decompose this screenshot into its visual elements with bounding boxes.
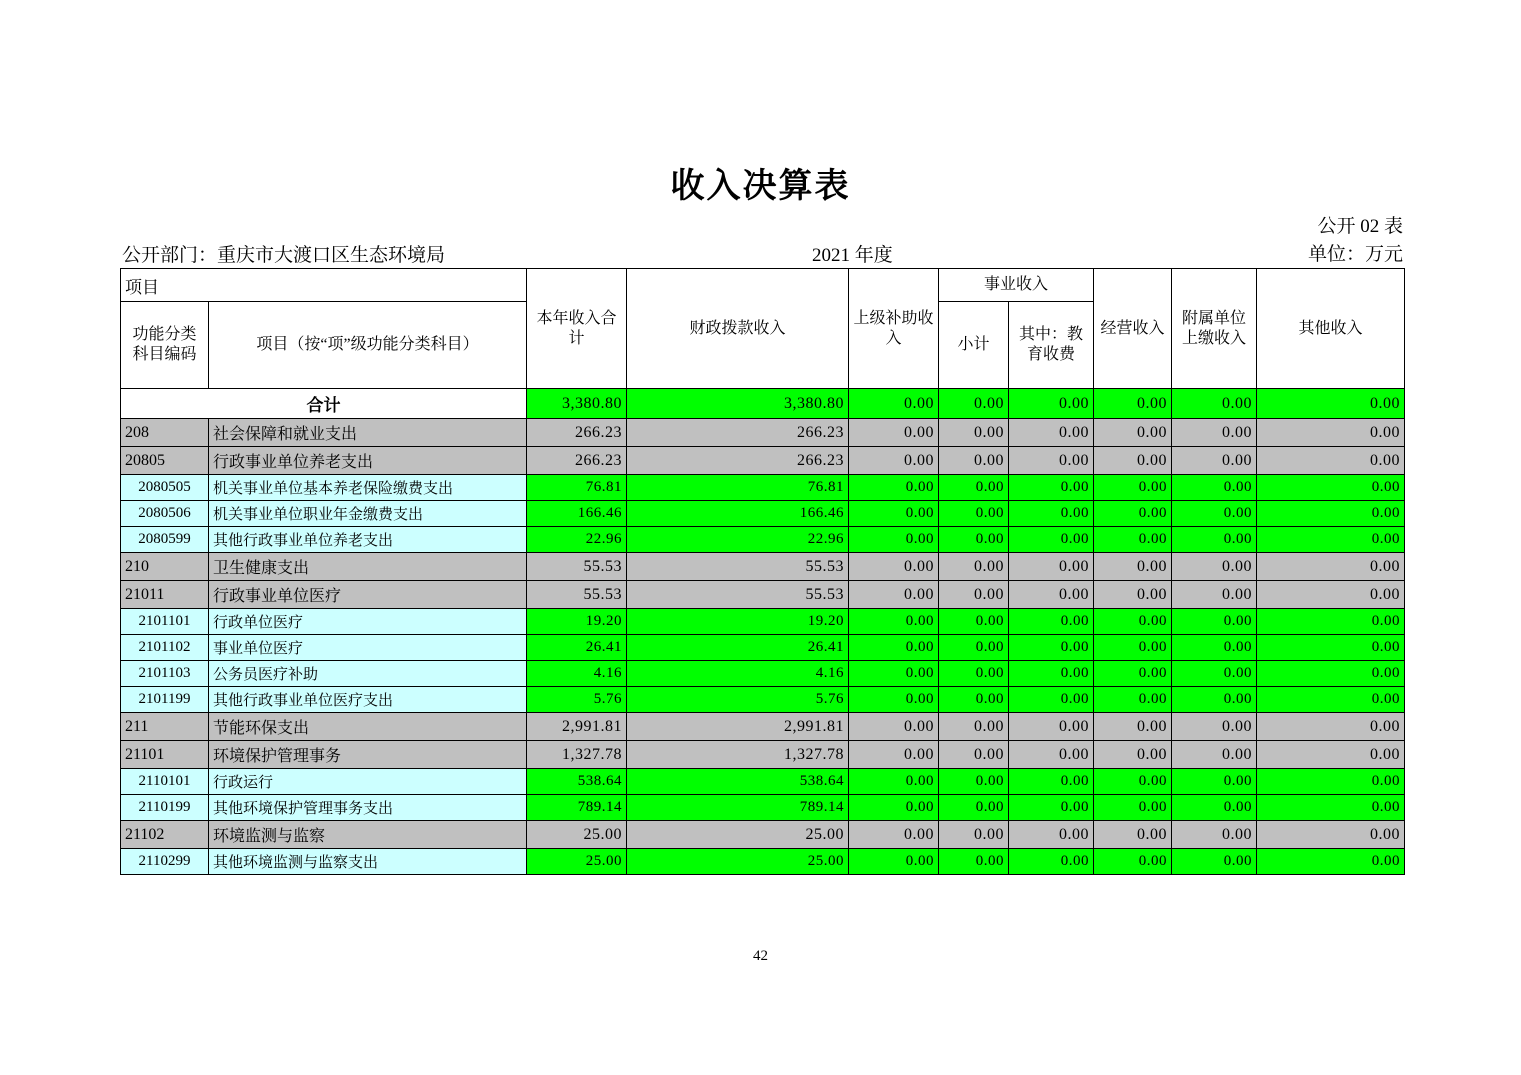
header-col-affiliated-units-payment: 附属单位上缴收入 — [1172, 269, 1257, 389]
row-value-5: 0.00 — [1094, 581, 1172, 609]
row-value-4: 0.00 — [1009, 475, 1094, 501]
row-value-1: 76.81 — [627, 475, 849, 501]
row-value-6: 0.00 — [1172, 581, 1257, 609]
row-value-1: 22.96 — [627, 527, 849, 553]
row-value-2: 0.00 — [849, 821, 939, 849]
row-project-name: 其他行政事业单位医疗支出 — [209, 687, 527, 713]
row-value-2: 0.00 — [849, 741, 939, 769]
row-value-1: 266.23 — [627, 419, 849, 447]
row-value-0: 22.96 — [527, 527, 627, 553]
row-value-3: 0.00 — [939, 687, 1009, 713]
row-value-1: 2,991.81 — [627, 713, 849, 741]
row-project-name: 行政事业单位医疗 — [209, 581, 527, 609]
row-value-3: 0.00 — [939, 635, 1009, 661]
row-value-4: 0.00 — [1009, 821, 1094, 849]
row-value-0: 5.76 — [527, 687, 627, 713]
row-value-1: 25.00 — [627, 849, 849, 875]
row-value-2: 0.00 — [849, 661, 939, 687]
row-value-1: 166.46 — [627, 501, 849, 527]
row-function-code: 2101199 — [121, 687, 209, 713]
header-col-other-income: 其他收入 — [1257, 269, 1405, 389]
header-col-business-income: 事业收入 — [939, 269, 1094, 302]
row-function-code: 211 — [121, 713, 209, 741]
row-value-5: 0.00 — [1094, 769, 1172, 795]
row-value-4: 0.00 — [1009, 581, 1094, 609]
row-value-3: 0.00 — [939, 741, 1009, 769]
row-project-name: 行政事业单位养老支出 — [209, 447, 527, 475]
row-value-0: 19.20 — [527, 609, 627, 635]
table-row — [121, 389, 1405, 419]
row-value-2: 0.00 — [849, 609, 939, 635]
row-value-6: 0.00 — [1172, 447, 1257, 475]
table-row — [121, 419, 1405, 447]
row-value-3: 0.00 — [939, 389, 1009, 419]
row-value-4: 0.00 — [1009, 795, 1094, 821]
row-function-code: 2110101 — [121, 769, 209, 795]
subheader-line — [122, 240, 1404, 267]
row-value-0: 3,380.80 — [527, 389, 627, 419]
row-value-6: 0.00 — [1172, 741, 1257, 769]
row-function-code: 2101103 — [121, 661, 209, 687]
row-value-7: 0.00 — [1257, 609, 1405, 635]
row-value-6: 0.00 — [1172, 553, 1257, 581]
row-value-0: 266.23 — [527, 419, 627, 447]
row-project-name: 其他环境监测与监察支出 — [209, 849, 527, 875]
row-value-7: 0.00 — [1257, 795, 1405, 821]
row-value-3: 0.00 — [939, 447, 1009, 475]
row-value-6: 0.00 — [1172, 849, 1257, 875]
row-value-0: 166.46 — [527, 501, 627, 527]
row-value-4: 0.00 — [1009, 419, 1094, 447]
header-col-project-name: 项目（按“项”级功能分类科目） — [209, 302, 527, 389]
row-project-name: 行政运行 — [209, 769, 527, 795]
row-value-6: 0.00 — [1172, 609, 1257, 635]
row-value-5: 0.00 — [1094, 609, 1172, 635]
row-value-1: 1,327.78 — [627, 741, 849, 769]
row-value-7: 0.00 — [1257, 741, 1405, 769]
row-value-1: 538.64 — [627, 769, 849, 795]
row-value-7: 0.00 — [1257, 419, 1405, 447]
row-value-7: 0.00 — [1257, 713, 1405, 741]
table-row — [121, 821, 1405, 849]
row-value-6: 0.00 — [1172, 419, 1257, 447]
row-value-2: 0.00 — [849, 769, 939, 795]
row-value-3: 0.00 — [939, 609, 1009, 635]
table-row — [121, 795, 1405, 821]
row-value-6: 0.00 — [1172, 501, 1257, 527]
row-function-code: 21102 — [121, 821, 209, 849]
header-project-group: 项目 — [121, 269, 527, 302]
row-value-4: 0.00 — [1009, 527, 1094, 553]
row-value-1: 5.76 — [627, 687, 849, 713]
row-value-2: 0.00 — [849, 795, 939, 821]
row-value-6: 0.00 — [1172, 769, 1257, 795]
row-value-3: 0.00 — [939, 527, 1009, 553]
row-value-7: 0.00 — [1257, 821, 1405, 849]
row-value-0: 55.53 — [527, 581, 627, 609]
row-function-code: 20805 — [121, 447, 209, 475]
row-value-3: 0.00 — [939, 821, 1009, 849]
table-header-row-1 — [121, 269, 1405, 302]
table-row — [121, 475, 1405, 501]
row-function-code: 2080506 — [121, 501, 209, 527]
header-col-function-code: 功能分类科目编码 — [121, 302, 209, 389]
row-value-6: 0.00 — [1172, 527, 1257, 553]
amount-unit: 单位：万元 — [1307, 244, 1403, 265]
table-row — [121, 741, 1405, 769]
row-value-0: 789.14 — [527, 795, 627, 821]
row-function-code: 2080599 — [121, 527, 209, 553]
table-row — [121, 581, 1405, 609]
row-value-2: 0.00 — [849, 581, 939, 609]
row-value-5: 0.00 — [1094, 389, 1172, 419]
row-value-5: 0.00 — [1094, 849, 1172, 875]
row-project-name: 其他环境保护管理事务支出 — [209, 795, 527, 821]
row-value-4: 0.00 — [1009, 769, 1094, 795]
row-value-3: 0.00 — [939, 475, 1009, 501]
row-value-1: 4.16 — [627, 661, 849, 687]
row-value-7: 0.00 — [1257, 527, 1405, 553]
table-row — [121, 447, 1405, 475]
table-row — [121, 527, 1405, 553]
row-value-5: 0.00 — [1094, 821, 1172, 849]
row-value-4: 0.00 — [1009, 635, 1094, 661]
header-col-education-fee: 其中：教育收费 — [1009, 302, 1094, 389]
row-value-2: 0.00 — [849, 713, 939, 741]
row-label-total: 合计 — [121, 389, 527, 419]
row-value-5: 0.00 — [1094, 527, 1172, 553]
row-value-5: 0.00 — [1094, 553, 1172, 581]
header-col-subtotal: 小计 — [939, 302, 1009, 389]
row-value-6: 0.00 — [1172, 475, 1257, 501]
table-row — [121, 501, 1405, 527]
row-value-2: 0.00 — [849, 635, 939, 661]
row-function-code: 210 — [121, 553, 209, 581]
row-value-2: 0.00 — [849, 687, 939, 713]
row-value-5: 0.00 — [1094, 635, 1172, 661]
row-value-3: 0.00 — [939, 795, 1009, 821]
row-value-3: 0.00 — [939, 419, 1009, 447]
row-value-2: 0.00 — [849, 419, 939, 447]
row-project-name: 节能环保支出 — [209, 713, 527, 741]
row-value-1: 3,380.80 — [627, 389, 849, 419]
row-value-6: 0.00 — [1172, 389, 1257, 419]
row-value-0: 25.00 — [527, 821, 627, 849]
table-row — [121, 609, 1405, 635]
row-project-name: 其他行政事业单位养老支出 — [209, 527, 527, 553]
header-col-current-year-total: 本年收入合计 — [527, 269, 627, 389]
row-project-name: 公务员医疗补助 — [209, 661, 527, 687]
row-value-6: 0.00 — [1172, 687, 1257, 713]
row-value-7: 0.00 — [1257, 475, 1405, 501]
row-value-0: 26.41 — [527, 635, 627, 661]
row-value-7: 0.00 — [1257, 389, 1405, 419]
row-value-1: 55.53 — [627, 553, 849, 581]
row-value-0: 25.00 — [527, 849, 627, 875]
row-project-name: 行政单位医疗 — [209, 609, 527, 635]
row-value-5: 0.00 — [1094, 475, 1172, 501]
row-value-4: 0.00 — [1009, 447, 1094, 475]
row-value-7: 0.00 — [1257, 501, 1405, 527]
row-project-name: 卫生健康支出 — [209, 553, 527, 581]
row-value-7: 0.00 — [1257, 581, 1405, 609]
row-value-0: 2,991.81 — [527, 713, 627, 741]
row-value-5: 0.00 — [1094, 741, 1172, 769]
row-value-4: 0.00 — [1009, 741, 1094, 769]
row-value-2: 0.00 — [849, 475, 939, 501]
page-number: 42 — [753, 948, 768, 964]
row-project-name: 社会保障和就业支出 — [209, 419, 527, 447]
row-project-name: 机关事业单位基本养老保险缴费支出 — [209, 475, 527, 501]
table-row — [121, 661, 1405, 687]
row-function-code: 2110199 — [121, 795, 209, 821]
row-value-7: 0.00 — [1257, 849, 1405, 875]
income-final-accounts-table — [120, 268, 1405, 875]
fiscal-year: 2021 年度 — [812, 245, 893, 266]
row-value-0: 1,327.78 — [527, 741, 627, 769]
row-value-3: 0.00 — [939, 713, 1009, 741]
row-value-5: 0.00 — [1094, 447, 1172, 475]
row-value-1: 26.41 — [627, 635, 849, 661]
row-function-code: 21101 — [121, 741, 209, 769]
row-value-5: 0.00 — [1094, 795, 1172, 821]
row-value-7: 0.00 — [1257, 553, 1405, 581]
row-project-name: 环境监测与监察 — [209, 821, 527, 849]
row-value-2: 0.00 — [849, 553, 939, 581]
row-value-3: 0.00 — [939, 501, 1009, 527]
row-value-3: 0.00 — [939, 581, 1009, 609]
row-value-7: 0.00 — [1257, 447, 1405, 475]
row-value-4: 0.00 — [1009, 389, 1094, 419]
row-function-code: 21011 — [121, 581, 209, 609]
department-name: 公开部门：重庆市大渡口区生态环境局 — [122, 245, 446, 266]
row-value-2: 0.00 — [849, 447, 939, 475]
row-value-7: 0.00 — [1257, 687, 1405, 713]
header-col-fiscal-appropriation: 财政拨款收入 — [627, 269, 849, 389]
row-function-code: 2101102 — [121, 635, 209, 661]
row-function-code: 208 — [121, 419, 209, 447]
row-value-4: 0.00 — [1009, 687, 1094, 713]
row-function-code: 2110299 — [121, 849, 209, 875]
row-value-4: 0.00 — [1009, 661, 1094, 687]
row-value-0: 76.81 — [527, 475, 627, 501]
row-value-3: 0.00 — [939, 769, 1009, 795]
table-row — [121, 635, 1405, 661]
row-function-code: 2080505 — [121, 475, 209, 501]
row-value-6: 0.00 — [1172, 821, 1257, 849]
table-row — [121, 687, 1405, 713]
row-value-1: 266.23 — [627, 447, 849, 475]
page-title: 收入决算表 — [670, 168, 851, 205]
table-row — [121, 553, 1405, 581]
row-project-name: 事业单位医疗 — [209, 635, 527, 661]
row-value-5: 0.00 — [1094, 687, 1172, 713]
row-value-1: 25.00 — [627, 821, 849, 849]
row-value-0: 55.53 — [527, 553, 627, 581]
row-value-1: 19.20 — [627, 609, 849, 635]
row-project-name: 环境保护管理事务 — [209, 741, 527, 769]
table-row — [121, 849, 1405, 875]
header-col-operating-income: 经营收入 — [1094, 269, 1172, 389]
row-value-4: 0.00 — [1009, 713, 1094, 741]
row-value-5: 0.00 — [1094, 501, 1172, 527]
row-value-1: 55.53 — [627, 581, 849, 609]
row-value-3: 0.00 — [939, 661, 1009, 687]
row-project-name: 机关事业单位职业年金缴费支出 — [209, 501, 527, 527]
row-value-4: 0.00 — [1009, 501, 1094, 527]
row-value-5: 0.00 — [1094, 419, 1172, 447]
row-value-6: 0.00 — [1172, 713, 1257, 741]
header-col-superior-subsidy: 上级补助收入 — [849, 269, 939, 389]
row-value-2: 0.00 — [849, 501, 939, 527]
form-number: 公开 02 表 — [1317, 216, 1403, 237]
row-function-code: 2101101 — [121, 609, 209, 635]
row-value-0: 538.64 — [527, 769, 627, 795]
row-value-7: 0.00 — [1257, 661, 1405, 687]
row-value-6: 0.00 — [1172, 661, 1257, 687]
row-value-7: 0.00 — [1257, 769, 1405, 795]
row-value-6: 0.00 — [1172, 635, 1257, 661]
row-value-0: 4.16 — [527, 661, 627, 687]
table-body — [121, 389, 1405, 875]
row-value-5: 0.00 — [1094, 661, 1172, 687]
table-row — [121, 769, 1405, 795]
row-value-6: 0.00 — [1172, 795, 1257, 821]
row-value-0: 266.23 — [527, 447, 627, 475]
row-value-7: 0.00 — [1257, 635, 1405, 661]
row-value-4: 0.00 — [1009, 849, 1094, 875]
row-value-4: 0.00 — [1009, 609, 1094, 635]
row-value-3: 0.00 — [939, 553, 1009, 581]
row-value-2: 0.00 — [849, 389, 939, 419]
row-value-2: 0.00 — [849, 527, 939, 553]
row-value-2: 0.00 — [849, 849, 939, 875]
table-row — [121, 713, 1405, 741]
row-value-3: 0.00 — [939, 849, 1009, 875]
row-value-1: 789.14 — [627, 795, 849, 821]
row-value-4: 0.00 — [1009, 553, 1094, 581]
row-value-5: 0.00 — [1094, 713, 1172, 741]
